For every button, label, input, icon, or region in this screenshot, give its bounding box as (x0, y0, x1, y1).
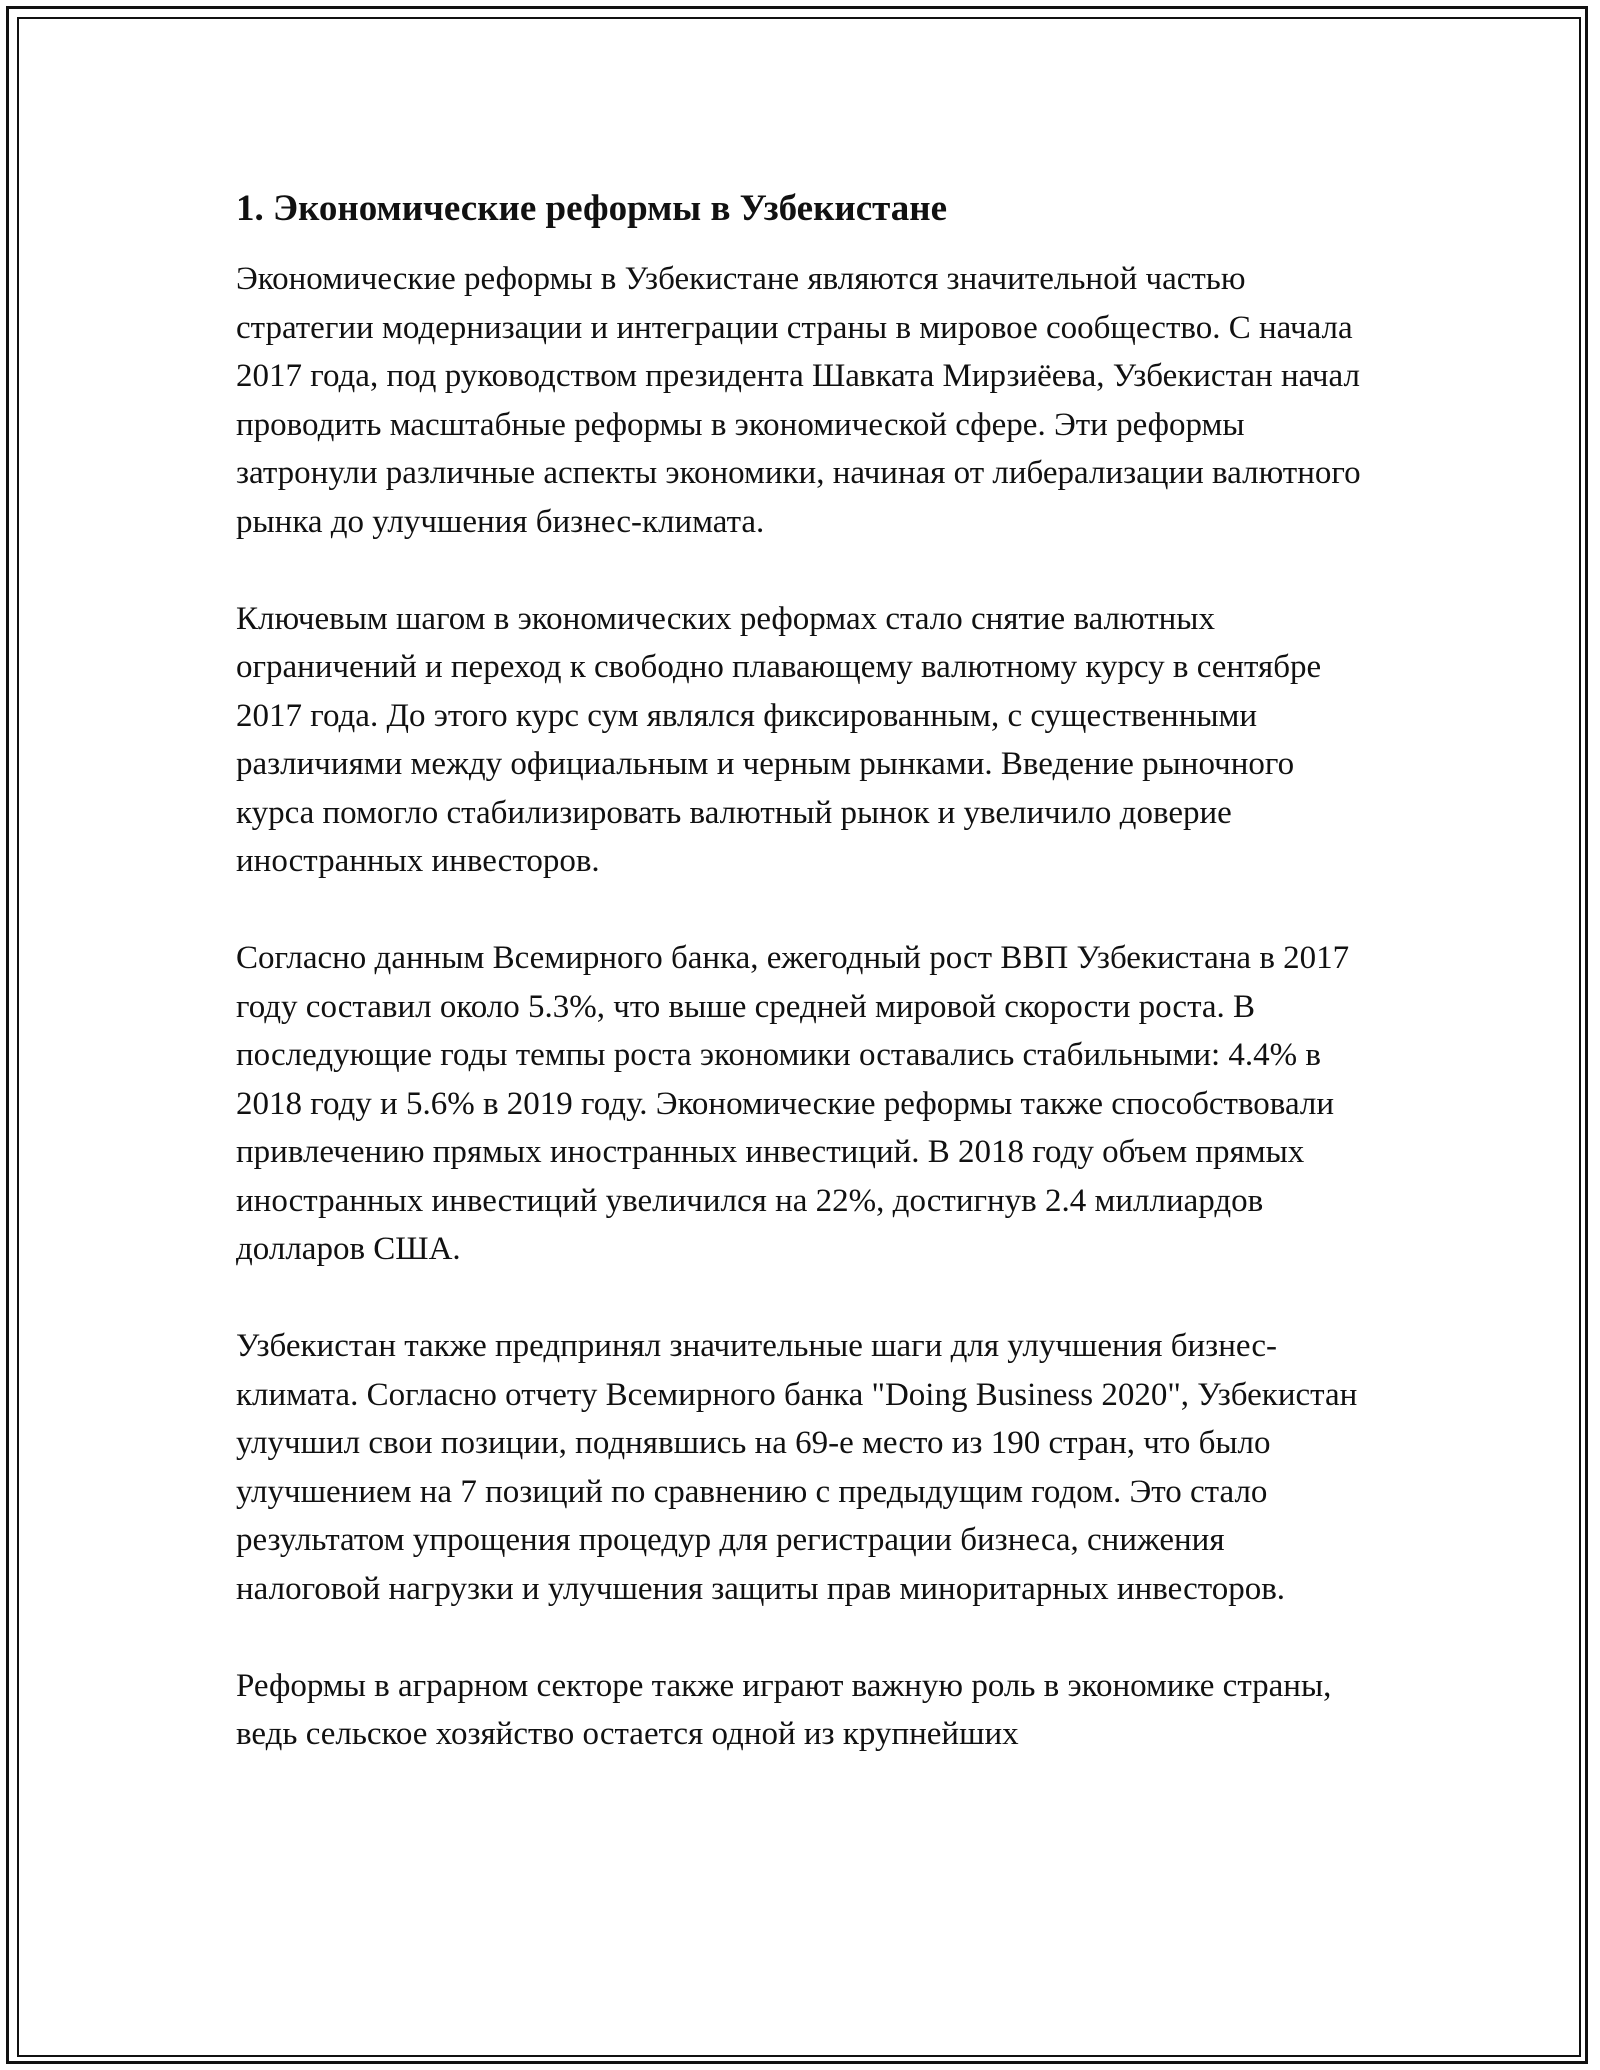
paragraph-currency-liberalization: Ключевым шагом в экономических реформах стало снятие валютных ограничений и переход к свободно плавающему валютному курсу в сентябре 2017 года. До этого курс сум являлся фиксированным, с существенными различиями между официальным и черным рынками. Введение рыночного курса помогло стабилизировать валютный рынок и увеличило доверие иностранных инвесторов. (236, 600, 1322, 879)
paragraph-gdp-growth: Согласно данным Всемирного банка, ежегодный рост ВВП Узбекистана в 2017 году составил около 5.3%, что выше средней мировой скорости роста. В последующие годы темпы роста экономики оставались стабильными: 4.4% в 2018 году и 5.6% в 2019 году. Экономические реформы также способствовали привлечению прямых иностранных инвестиций. В 2018 году объем прямых иностранных инвестиций увеличился на 22%, достигнув 2.4 миллиардов долларов США. (236, 940, 1350, 1267)
document-body (236, 185, 1376, 1807)
paragraph-business-climate: Узбекистан также предпринял значительные шаги для улучшения бизнес-климата. Согласно отчету Всемирного банка "Doing Business 2020", Узбекистан улучшил свои позиции, поднявшись на 69-е место из 190 стран, что было улучшением на 7 позиций по сравнению с предыдущим годом. Это стало результатом упрощения процедур для регистрации бизнеса, снижения налоговой нагрузки и улучшения защиты прав миноритарных инвесторов. (236, 1328, 1358, 1607)
paragraph-agrarian-sector: Реформы в аграрном секторе также играют важную роль в экономике страны, ведь сельское хозяйство остается одной из крупнейших (236, 1667, 1332, 1752)
section-heading: 1. Экономические реформы в Узбекистане (236, 188, 948, 229)
paragraph-currency-reforms-intro: Экономические реформы в Узбекистане являются значительной частью стратегии модернизации и интеграции страны в мировое сообщество. С начала 2017 года, под руководством президента Шавката Мирзиёева, Узбекистан начал проводить масштабные реформы в экономической сфере. Эти реформы затронули различные аспекты экономики, начиная от либерализации валютного рынка до улучшения бизнес-климата. (236, 261, 1361, 540)
